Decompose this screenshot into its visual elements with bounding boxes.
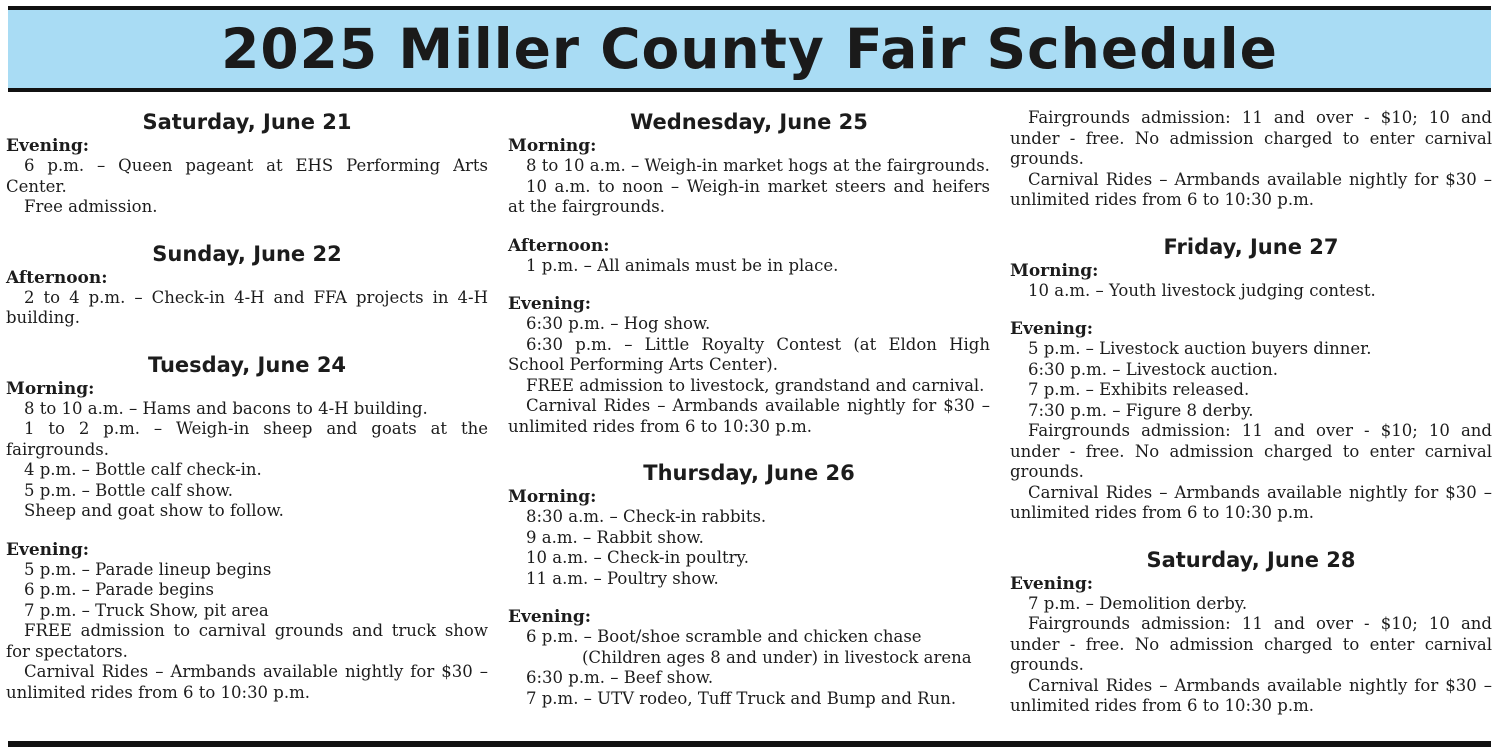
session-morning xyxy=(6,379,488,522)
session-afternoon xyxy=(508,236,990,277)
schedule-line: 6:30 p.m. – Hog show. xyxy=(526,314,711,333)
session-evening xyxy=(508,294,990,437)
session-evening xyxy=(6,136,488,218)
session-morning xyxy=(508,136,990,218)
session-morning xyxy=(508,487,990,589)
day-tuesday-june-24 xyxy=(6,351,488,704)
session-evening xyxy=(1010,319,1492,524)
schedule-line: 6:30 p.m. – Livestock auction. xyxy=(1028,359,1278,379)
page-title: 2025 Miller County Fair Schedule xyxy=(221,17,1278,81)
schedule-line: 9 a.m. – Rabbit show. xyxy=(526,527,704,547)
session-morning xyxy=(1010,261,1492,302)
schedule-line: Carnival Rides – Armbands available nightly for $30 – unlimited rides from 6 to 10:30 p.m. xyxy=(1010,169,1492,209)
day-title: Wednesday, June 25 xyxy=(630,110,868,134)
day-thursday-june-26 xyxy=(508,459,990,709)
day-friday-june-27 xyxy=(1010,233,1492,524)
schedule-line: 7:30 p.m. – Figure 8 derby. xyxy=(1028,400,1254,420)
schedule-line: Carnival Rides – Armbands available nightly for $30 – unlimited rides from 6 to 10:30 p.m. xyxy=(508,396,990,436)
session-label: Afternoon: xyxy=(6,267,108,288)
session-label: Evening: xyxy=(508,607,591,627)
session-label: Evening: xyxy=(508,294,591,314)
day-title: Tuesday, June 24 xyxy=(147,352,347,377)
schedule-column-2 xyxy=(508,108,990,731)
session-label: Morning: xyxy=(6,378,95,399)
day-title: Saturday, June 21 xyxy=(142,110,352,134)
session-afternoon xyxy=(6,268,488,329)
day-title: Thursday, June 26 xyxy=(643,461,855,485)
day-title: Friday, June 27 xyxy=(1163,234,1339,259)
session-evening xyxy=(1010,574,1492,717)
schedule-line: 1 to 2 p.m. – Weigh-in sheep and goats at the fairgrounds. xyxy=(6,419,488,459)
schedule-line: 7 p.m. – Exhibits released. xyxy=(1028,380,1250,399)
schedule-line: Carnival Rides – Armbands available nightly for $30 – unlimited rides from 6 to 10:30 p.m. xyxy=(1010,675,1492,715)
schedule-line: 11 a.m. – Poultry show. xyxy=(526,568,719,588)
schedule-column-3 xyxy=(1010,108,1492,739)
schedule-line: Sheep and goat show to follow. xyxy=(24,501,284,520)
schedule-line: 6:30 p.m. – Beef show. xyxy=(526,668,714,687)
schedule-line: 10 a.m. to noon – Weigh-in market steers and heifers at the fairgrounds. xyxy=(508,176,990,216)
schedule-line: 8 to 10 a.m. – Weigh-in market hogs at the fairgrounds. xyxy=(526,156,990,175)
schedule-line: 6 p.m. – Parade begins xyxy=(24,580,214,599)
continued-block xyxy=(1010,108,1492,211)
schedule-line: 6:30 p.m. – Little Royalty Contest (at Eldon High School Performing Arts Center). xyxy=(508,334,990,374)
session-evening xyxy=(508,607,990,709)
schedule-line: 7 p.m. – UTV rodeo, Tuff Truck and Bump and Run. xyxy=(526,688,957,708)
session-label: Evening: xyxy=(6,539,89,560)
session-label: Morning: xyxy=(508,487,597,507)
schedule-column-1 xyxy=(6,108,488,725)
schedule-line: Free admission. xyxy=(24,197,158,216)
schedule-line: 10 a.m. – Youth livestock judging contest. xyxy=(1028,280,1376,300)
schedule-line: 2 to 4 p.m. – Check-in 4-H and FFA projects in 4-H building. xyxy=(6,287,488,327)
schedule-line: 6 p.m. – Queen pageant at EHS Performing Arts Center. xyxy=(6,156,488,196)
session-label: Evening: xyxy=(6,136,89,156)
session-label: Evening: xyxy=(1010,573,1093,594)
day-title: Saturday, June 28 xyxy=(1146,547,1356,572)
schedule-line: Carnival Rides – Armbands available nightly for $30 – unlimited rides from 6 to 10:30 p.m. xyxy=(1010,482,1492,522)
bottom-rule xyxy=(8,741,1491,747)
day-wednesday-june-25 xyxy=(508,108,990,437)
schedule-line: Carnival Rides – Armbands available nightly for $30 – unlimited rides from 6 to 10:30 p.m. xyxy=(6,662,488,702)
schedule-line: 6 p.m. – Boot/shoe scramble and chicken chase xyxy=(526,627,922,646)
schedule-line: 4 p.m. – Bottle calf check-in. xyxy=(24,460,262,479)
schedule-line: 5 p.m. – Bottle calf show. xyxy=(24,480,233,500)
schedule-line: 5 p.m. – Parade lineup begins xyxy=(24,559,272,579)
schedule-line: 8:30 a.m. – Check-in rabbits. xyxy=(526,507,767,526)
schedule-line: Fairgrounds admission: 11 and over - $10; 10 and under - free. No admission charged to enter carnival grounds. xyxy=(1010,614,1492,674)
schedule-line: (Children ages 8 and under) in livestock arena xyxy=(582,647,972,667)
schedule-line: 10 a.m. – Check-in poultry. xyxy=(526,548,749,567)
day-title: Sunday, June 22 xyxy=(152,241,342,266)
schedule-line: FREE admission to carnival grounds and truck show for spectators. xyxy=(6,621,488,661)
title-banner xyxy=(8,10,1491,88)
schedule-line: 8 to 10 a.m. – Hams and bacons to 4-H building. xyxy=(24,398,428,418)
session-label: Evening: xyxy=(1010,319,1093,339)
schedule-line: 1 p.m. – All animals must be in place. xyxy=(526,255,839,275)
schedule-line: 5 p.m. – Livestock auction buyers dinner. xyxy=(1028,339,1372,358)
day-saturday-june-28 xyxy=(1010,546,1492,717)
title-underline xyxy=(8,88,1491,92)
session-evening xyxy=(6,540,488,704)
schedule-line: 7 p.m. – Truck Show, pit area xyxy=(24,600,269,620)
session-label: Morning: xyxy=(1010,260,1099,281)
schedule-line: FREE admission to livestock, grandstand and carnival. xyxy=(526,375,985,395)
schedule-line: Fairgrounds admission: 11 and over - $10; 10 and under - free. No admission charged to enter carnival grounds. xyxy=(1010,108,1492,168)
schedule-line: 7 p.m. – Demolition derby. xyxy=(1028,593,1248,613)
schedule-line: Fairgrounds admission: 11 and over - $10; 10 and under - free. No admission charged to enter carnival grounds. xyxy=(1010,421,1492,481)
day-saturday-june-21 xyxy=(6,108,488,218)
session-label: Morning: xyxy=(508,136,597,156)
session-label: Afternoon: xyxy=(508,235,610,256)
day-sunday-june-22 xyxy=(6,240,488,329)
